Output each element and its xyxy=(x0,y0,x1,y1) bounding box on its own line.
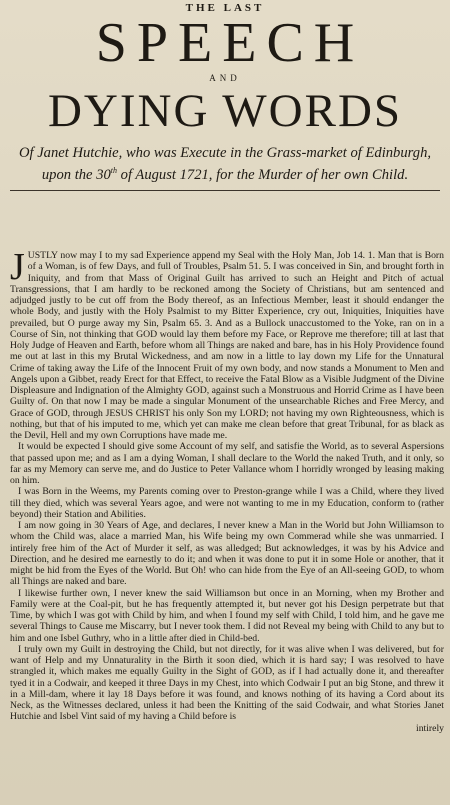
catchword: intirely xyxy=(416,722,444,734)
subtitle-ordinal: th xyxy=(110,166,118,175)
paragraph-5: I likewise further own, I never knew the said Williamson but once in an Morning, when my Brother and Family were at the Coal-pit, but he has frequently attempted it, but never got his Design perpetrate but that Time, by which I was got with Child by him, and when I found my self with Child, I told him, and he gave me several Things to Cause me Miscarry, but I never took them. I did not Reveal my being with Child to any but to him and one Isbel Guthry, who in a little after died in Child-bed. xyxy=(10,587,444,644)
paragraph-3: I was Born in the Weems, my Parents coming over to Preston-grange while I was a Child, where they lived till they died, which was several Years agoe, and were not wanting to me in my Education, conform to (rather beyond) their Station and Abilities. xyxy=(10,486,444,520)
divider-rule xyxy=(10,190,440,191)
subtitle xyxy=(0,137,450,184)
subtitle-part-b: of August 1721, for the Murder of her own Child. xyxy=(117,166,409,183)
subtitle-part-a: Of Janet Hutchie, who was Execute in the Grass-market of Edinburgh, upon the 30 xyxy=(18,145,432,183)
title-speech: SPEECH xyxy=(95,12,365,74)
masthead xyxy=(0,2,450,137)
paragraph-1-text: USTLY now may I to my sad Experience append my Seal with the Holy Man, Job 14. 1. Man that is Born of a Woman, is of few Days, and full of Troubles, Psalm 51. 5. I was conceived in Sin, and brought forth in Iniquity, and from that Mass of Original Guilt has arrived to such an Height and Pitch of actual Transgressions, that I am hardly to be reckoned among the Society of Christians, but am sentenced and adjudged justly to be cut off from the Body thereof, as an Infectious Member, least it should endanger the whole Body, and justly with the Holy Psalmist to my Bitter Experience, cry out, Iniquities, Iniquities have prevailed, but O purge away my Sin, Psalm 65. 3. And as a Bullock unaccustomed to the Yoke, ran on in a Course of Sin, not thinking that GOD would lay them before my Face, or Reprove me therefore; till at last that Holy Judge of Heaven and Earth, before whom all Things are naked and bare, has in his Holy Providence found me out at last in this my Brutal Wickedness, and am now in a little to lay down my Life for the Unnatural Crime of taking away the Life of the Innocent Fruit of my own body, and now stands a Monument to Men and Angels upon a Gibbet, ready Erect for that Effect, to receive the Fatal Blow as a Visible Judgment of the Divine Displeasure and Indignation of the Almighty GOD, against such a Monstruous and Horrid Crime as I have been Guilty of. On that now I may be made a singular Monument of the unsearchable Riches and Free Mercy, and Grace of GOD, through JESUS CHRIST his only Son my LORD; not having my own Righteousness, which is nothing, but that of his imputed to me, which yet can make me clean before that great Tribunal, for as black as the Devil, Hell and my own Corruptions have made me. xyxy=(10,250,444,441)
paragraph-2: It would be expected I should give some Account of my self, and satisfie the World, as to several Aspersions that passed upon me; and as I am a dying Woman, I shall declare to the World the naked Truth, and it only, so far as my Memory can serve me, and do Justice to Peter Vallance whom I horridly wronged by leasing making on him. xyxy=(10,441,444,486)
title-the-last: THE LAST xyxy=(185,2,265,14)
paragraph-1 xyxy=(10,250,444,441)
paragraph-6: I truly own my Guilt in destroying the Child, but not directly, for it was alive when I was delivered, but for want of Help and my Unnaturality in the Birth it soon died, which it is hard say; I was resolved to have strangled it, which makes me equally Guilty in the Sight of GOD, as if I had actually done it, and thereafter tyed it in a Codwair, and keeped it three Days in my Chest, into which Codwair I put an big Stone, and threw it in a Mill-dam, where it lay 18 Days before it was found, and knows nothing of its having a Cord about its Neck, as the Witnesses declared, unless it had been the Knitting of the said Codwair, and what Stories Janet Hutchie and Isbel Vint said of my having a Child before is xyxy=(10,643,444,723)
body-text xyxy=(10,250,444,805)
title-dying-words: DYING WORDS xyxy=(47,85,403,137)
drop-cap: J xyxy=(10,250,25,288)
paragraph-4: I am now going in 30 Years of Age, and declares, I never knew a Man in the World but John Williamson to whom the Child was, alace a married Man, his Wife being my own Commerad while she was unmarried. I intirely free him of the Act of Murder it self, as was alledged; But acknowledges, it was by his Advice and Direction, and he desired me earnestly to do it; and when it was done to put it in some Hole or another, that it might be hid from the Eyes of the World. But Oh! who can hide from the Eye of an All-seeing GOD, to whom all Things are naked and bare. xyxy=(10,520,444,588)
title-and: AND xyxy=(209,73,241,83)
